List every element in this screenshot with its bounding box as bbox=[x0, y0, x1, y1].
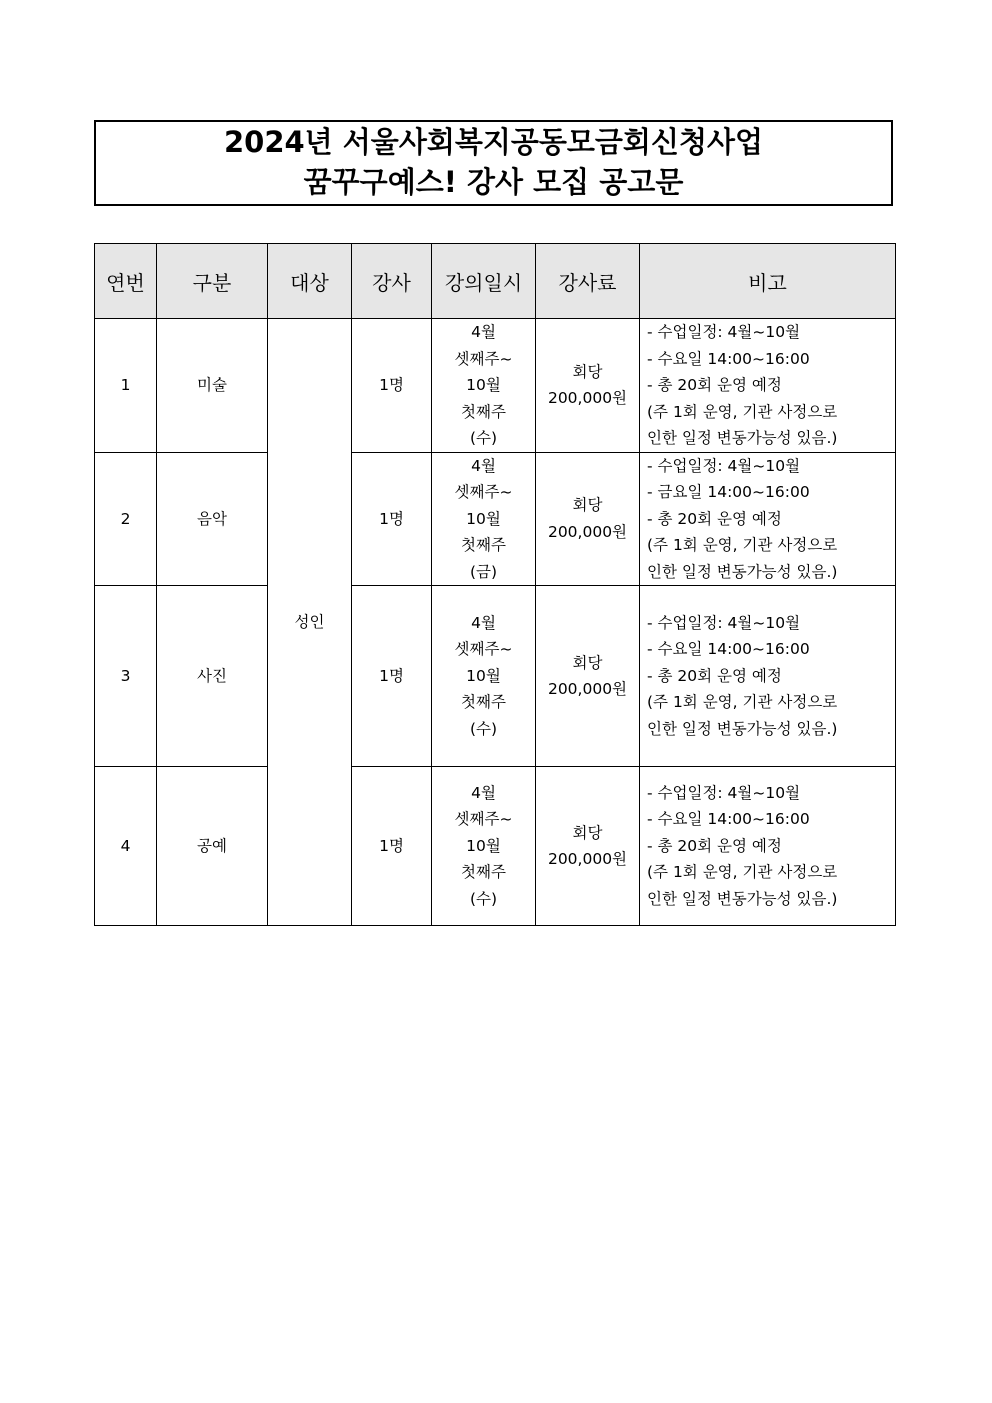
schedule-line: 4월 bbox=[471, 783, 496, 802]
row-category: 미술 bbox=[157, 319, 268, 453]
row-target: 성인 bbox=[268, 319, 352, 926]
title-line-1: 2024년 서울사회복지공동모금회신청사업 bbox=[223, 125, 764, 159]
note-line: (주 1회 운영, 기관 사정으로 bbox=[647, 536, 838, 554]
fee-line: 회당 bbox=[572, 496, 603, 515]
row-fee bbox=[536, 767, 640, 926]
schedule-line: 첫째주 bbox=[461, 863, 506, 882]
note-line: - 수업일정: 4월~10월 bbox=[647, 613, 801, 632]
row-notes bbox=[640, 452, 896, 586]
schedule-line: 셋째주~ bbox=[454, 810, 513, 829]
title-line-2: 꿈꾸구예스! 강사 모집 공고문 bbox=[303, 165, 684, 199]
row-schedule bbox=[432, 452, 536, 586]
row-notes bbox=[640, 586, 896, 767]
note-line: (주 1회 운영, 기관 사정으로 bbox=[647, 693, 838, 712]
row-no: 1 bbox=[95, 319, 157, 453]
note-line: 인한 일정 변동가능성 있음.) bbox=[647, 562, 838, 581]
schedule-line: 첫째주 bbox=[461, 536, 506, 554]
schedule-line: 4월 bbox=[471, 323, 496, 341]
row-schedule bbox=[432, 586, 536, 767]
note-line: - 수업일정: 4월~10월 bbox=[647, 456, 801, 475]
schedule-line: 10월 bbox=[466, 836, 501, 855]
row-instructors: 1명 bbox=[352, 319, 432, 453]
fee-line: 200,000원 bbox=[547, 389, 628, 408]
recruitment-table bbox=[94, 243, 896, 926]
note-line: 인한 일정 변동가능성 있음.) bbox=[647, 429, 838, 447]
note-line: - 총 20회 운영 예정 bbox=[647, 509, 782, 528]
note-line: (주 1회 운영, 기관 사정으로 bbox=[647, 402, 838, 421]
note-line: 인한 일정 변동가능성 있음.) bbox=[647, 889, 838, 908]
header-instructors: 강사 bbox=[352, 244, 432, 319]
row-category: 음악 bbox=[157, 452, 268, 586]
row-fee bbox=[536, 319, 640, 453]
row-category: 공예 bbox=[157, 767, 268, 926]
title-box bbox=[94, 120, 893, 206]
row-notes bbox=[640, 319, 896, 453]
schedule-line: 10월 bbox=[466, 376, 501, 394]
fee-line: 회당 bbox=[572, 823, 603, 842]
row-schedule bbox=[432, 319, 536, 453]
schedule-line: 셋째주~ bbox=[454, 640, 513, 659]
note-line: - 총 20회 운영 예정 bbox=[647, 666, 782, 685]
schedule-line: 첫째주 bbox=[461, 402, 506, 421]
schedule-line: 셋째주~ bbox=[454, 349, 513, 368]
note-line: - 수업일정: 4월~10월 bbox=[647, 783, 801, 802]
note-line: - 금요일 14:00~16:00 bbox=[647, 483, 810, 501]
note-line: - 총 20회 운영 예정 bbox=[647, 836, 782, 855]
row-fee bbox=[536, 452, 640, 586]
fee-line: 회당 bbox=[572, 362, 603, 381]
fee-line: 200,000원 bbox=[547, 680, 628, 698]
fee-line: 200,000원 bbox=[547, 850, 628, 868]
note-line: (주 1회 운영, 기관 사정으로 bbox=[647, 863, 838, 882]
row-notes bbox=[640, 767, 896, 926]
row-instructors: 1명 bbox=[352, 767, 432, 926]
header-target: 대상 bbox=[268, 244, 352, 319]
fee-line: 200,000원 bbox=[547, 522, 628, 541]
table-row bbox=[95, 452, 896, 586]
note-line: - 수요일 14:00~16:00 bbox=[647, 810, 810, 829]
table-row bbox=[95, 586, 896, 767]
note-line: 인한 일정 변동가능성 있음.) bbox=[647, 719, 838, 738]
header-fee: 강사료 bbox=[536, 244, 640, 319]
row-category: 사진 bbox=[157, 586, 268, 767]
note-line: - 총 20회 운영 예정 bbox=[647, 376, 782, 394]
fee-line: 회당 bbox=[572, 653, 603, 672]
schedule-line: 4월 bbox=[471, 613, 496, 632]
row-no: 2 bbox=[95, 452, 157, 586]
header-category: 구분 bbox=[157, 244, 268, 319]
row-no: 3 bbox=[95, 586, 157, 767]
note-line: - 수요일 14:00~16:00 bbox=[647, 640, 810, 659]
note-line: - 수업일정: 4월~10월 bbox=[647, 323, 801, 341]
schedule-line: 첫째주 bbox=[461, 693, 506, 712]
schedule-line: (금) bbox=[469, 562, 498, 581]
schedule-line: 10월 bbox=[466, 666, 501, 685]
table-row bbox=[95, 319, 896, 453]
schedule-line: (수) bbox=[469, 719, 498, 738]
row-instructors: 1명 bbox=[352, 452, 432, 586]
schedule-line: 10월 bbox=[466, 509, 501, 528]
schedule-line: 4월 bbox=[471, 456, 496, 475]
header-row bbox=[95, 244, 896, 319]
row-fee bbox=[536, 586, 640, 767]
schedule-line: (수) bbox=[469, 889, 498, 908]
header-schedule: 강의일시 bbox=[432, 244, 536, 319]
header-notes: 비고 bbox=[640, 244, 896, 319]
note-line: - 수요일 14:00~16:00 bbox=[647, 349, 810, 368]
schedule-line: 셋째주~ bbox=[454, 483, 513, 501]
schedule-line: (수) bbox=[469, 429, 498, 447]
row-instructors: 1명 bbox=[352, 586, 432, 767]
table-row bbox=[95, 767, 896, 926]
row-schedule bbox=[432, 767, 536, 926]
header-no: 연번 bbox=[95, 244, 157, 319]
row-no: 4 bbox=[95, 767, 157, 926]
